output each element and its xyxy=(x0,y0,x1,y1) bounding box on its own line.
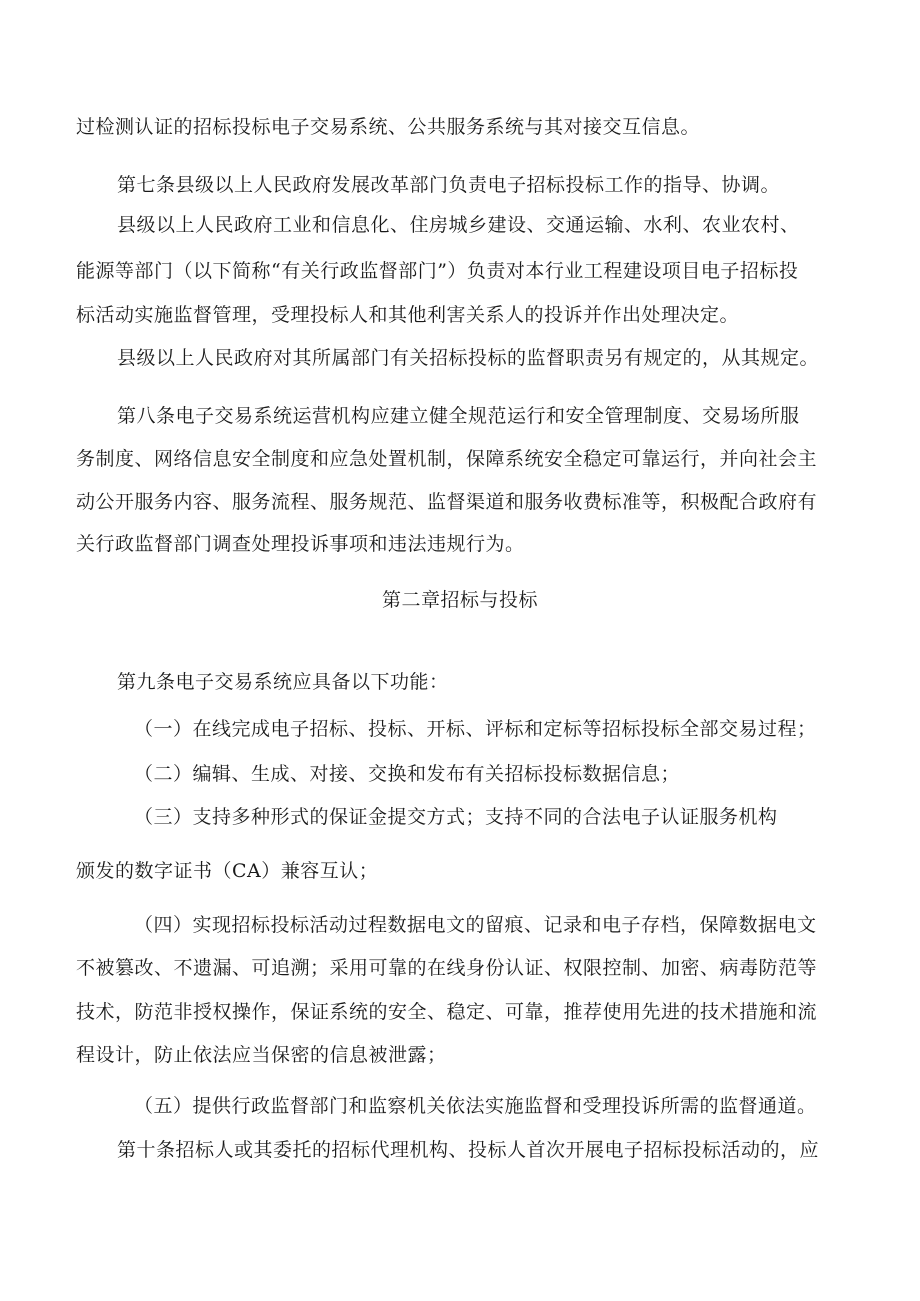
paragraph-line: 务制度、网络信息安全制度和应急处置机制，保障系统安全稳定可靠运行，并向社会主 xyxy=(76,448,818,470)
list-item-2: （二）编辑、生成、对接、交换和发布有关招标投标数据信息； xyxy=(134,763,681,785)
paragraph-line: 程设计，防止依法应当保密的信息被泄露； xyxy=(76,1044,447,1066)
article-10-heading-line: 第十条招标人或其委托的招标代理机构、投标人首次开展电子招标投标活动的，应 xyxy=(117,1139,820,1161)
paragraph-line: 不被篡改、不遗漏、可追溯；采用可靠的在线身份认证、权限控制、加密、病毒防范等 xyxy=(76,957,818,979)
article-9-heading-line: 第九条电子交易系统应具备以下功能： xyxy=(117,671,449,693)
chapter-title: 第二章招标与投标 xyxy=(381,589,538,611)
list-item-1: （一）在线完成电子招标、投标、开标、评标和定标等招标投标全部交易过程； xyxy=(134,718,817,740)
list-item-5: （五）提供行政监督部门和监察机关依法实施监督和受理投诉所需的监督通道。 xyxy=(134,1095,817,1117)
paragraph-line: 能源等部门（以下简称“有关行政监督部门”）负责对本行业工程建设项目电子招标投 xyxy=(76,260,799,282)
paragraph-line: 动公开服务内容、服务流程、服务规范、监督渠道和服务收费标准等，积极配合政府有 xyxy=(76,491,818,513)
paragraph-line: 技术，防范非授权操作，保证系统的安全、稳定、可靠，推荐使用先进的技术措施和流 xyxy=(76,1001,818,1023)
paragraph-line: 颁发的数字证书（CA）兼容互认； xyxy=(76,860,379,882)
article-8-heading-line: 第八条电子交易系统运营机构应建立健全规范运行和安全管理制度、交易场所服 xyxy=(117,405,800,427)
list-item-4: （四）实现招标投标活动过程数据电文的留痕、记录和电子存档，保障数据电文 xyxy=(134,914,817,936)
list-item-3: （三）支持多种形式的保证金提交方式；支持不同的合法电子认证服务机构 xyxy=(134,806,778,828)
paragraph-line: 县级以上人民政府工业和信息化、住房城乡建设、交通运输、水利、农业农村、 xyxy=(117,214,800,236)
paragraph-line: 过检测认证的招标投标电子交易系统、公共服务系统与其对接交互信息。 xyxy=(76,116,701,138)
article-7-heading-line: 第七条县级以上人民政府发展改革部门负责电子招标投标工作的指导、协调。 xyxy=(117,174,781,196)
paragraph-line: 标活动实施监督管理，受理投标人和其他利害关系人的投诉并作出处理决定。 xyxy=(76,304,740,326)
paragraph-line: 关行政监督部门调查处理投诉事项和违法违规行为。 xyxy=(76,533,525,555)
paragraph-line: 县级以上人民政府对其所属部门有关招标投标的监督职责另有规定的，从其规定。 xyxy=(117,347,820,369)
